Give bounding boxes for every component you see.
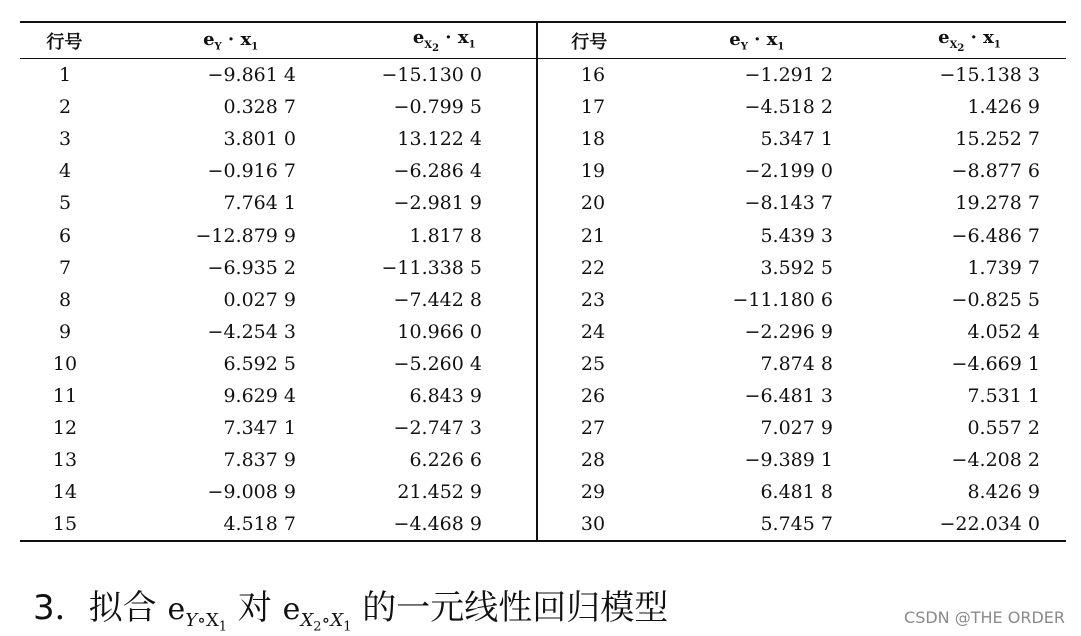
row-number-cell: 6 (58, 224, 72, 247)
row-number-cell: 9 (58, 320, 72, 343)
table-row (20, 91, 536, 123)
header-ex2-x1: $e_{X_2} \cdot x_1$ (412, 27, 476, 54)
row-number-cell: 20 (580, 192, 606, 215)
ey-x1-cell: 7.837 9 (223, 449, 296, 472)
ex2-x1-cell: 19.278 7 (955, 192, 1040, 215)
ex2-x1-cell: −0.825 5 (951, 288, 1040, 311)
formula-e-y-x1: $e_{Y\circ X_1}$ (167, 592, 228, 635)
ex2-x1-cell: −2.747 3 (393, 417, 482, 440)
table-header-right (538, 23, 1066, 59)
table-row (20, 508, 536, 540)
ex2-x1-cell: 8.426 9 (967, 481, 1040, 504)
table-row (20, 476, 536, 508)
ey-x1-cell: −8.143 7 (744, 192, 833, 215)
row-number-cell: 19 (580, 160, 606, 183)
ex2-x1-cell: 4.052 4 (967, 320, 1040, 343)
ex2-x1-cell: 1.739 7 (967, 256, 1040, 279)
ex2-x1-cell: 6.226 6 (409, 449, 482, 472)
table-row (538, 316, 1066, 348)
row-number-cell: 7 (58, 256, 72, 279)
table-row (538, 476, 1066, 508)
ey-x1-cell: −11.180 6 (732, 288, 833, 311)
row-number-cell: 15 (52, 513, 78, 536)
table-row (538, 59, 1066, 91)
ey-x1-cell: 7.764 1 (223, 192, 296, 215)
row-number-cell: 3 (58, 128, 72, 151)
ey-x1-cell: −0.916 7 (207, 160, 296, 183)
header-row-number: 行号 (571, 31, 608, 53)
formula-e-x2-x1: $e_{X_2\circ X_1}$ (282, 592, 352, 635)
ex2-x1-cell: 6.843 9 (409, 384, 482, 407)
ex2-x1-cell: −4.208 2 (951, 449, 1040, 472)
ex2-x1-cell: −6.486 7 (951, 224, 1040, 247)
ey-x1-cell: 5.745 7 (760, 513, 833, 536)
ey-x1-cell: 6.592 5 (223, 352, 296, 375)
table-row (20, 187, 536, 219)
ey-x1-cell: 3.801 0 (223, 128, 296, 151)
ex2-x1-cell: −15.138 3 (939, 64, 1040, 87)
ey-x1-cell: −6.481 3 (744, 384, 833, 407)
ey-x1-cell: 0.027 9 (223, 288, 296, 311)
ey-x1-cell: −9.008 9 (207, 481, 296, 504)
ex2-x1-cell: 21.452 9 (397, 481, 482, 504)
table-row (20, 348, 536, 380)
watermark: CSDN @THE ORDER (904, 608, 1065, 627)
ex2-x1-cell: −11.338 5 (381, 256, 482, 279)
ex2-x1-cell: −22.034 0 (939, 513, 1040, 536)
row-number-cell: 11 (52, 384, 78, 407)
ey-x1-cell: 9.629 4 (223, 384, 296, 407)
row-number-cell: 16 (580, 64, 606, 87)
table-row (538, 219, 1066, 251)
table-row (538, 444, 1066, 476)
ex2-x1-cell: −5.260 4 (393, 352, 482, 375)
table-row (538, 187, 1066, 219)
table-body-right (538, 59, 1066, 540)
ey-x1-cell: −1.291 2 (744, 64, 833, 87)
ey-x1-cell: 6.481 8 (760, 481, 833, 504)
table-row (538, 123, 1066, 155)
ex2-x1-cell: 13.122 4 (397, 128, 482, 151)
ex2-x1-cell: −6.286 4 (393, 160, 482, 183)
table-row (538, 348, 1066, 380)
table-row (20, 155, 536, 187)
table-body-left (20, 59, 536, 540)
ey-x1-cell: −9.861 4 (207, 64, 296, 87)
ex2-x1-cell: 0.557 2 (967, 417, 1040, 440)
ey-x1-cell: 7.874 8 (760, 352, 833, 375)
header-ey-x1: $e_Y \cdot x_1$ (203, 28, 259, 53)
row-number-cell: 23 (580, 288, 606, 311)
table-row (538, 155, 1066, 187)
row-number-cell: 25 (580, 352, 606, 375)
ey-x1-cell: −4.254 3 (207, 320, 296, 343)
ex2-x1-cell: −0.799 5 (393, 96, 482, 119)
table-row (20, 219, 536, 251)
row-number-cell: 27 (580, 417, 606, 440)
ey-x1-cell: −2.296 9 (744, 320, 833, 343)
ex2-x1-cell: 7.531 1 (967, 384, 1040, 407)
ey-x1-cell: −12.879 9 (195, 224, 296, 247)
caption-prefix: 3．拟合 (33, 588, 168, 628)
table-row (538, 91, 1066, 123)
ex2-x1-cell: −7.442 8 (393, 288, 482, 311)
ex2-x1-cell: 15.252 7 (955, 128, 1040, 151)
ey-x1-cell: 5.439 3 (760, 224, 833, 247)
ey-x1-cell: 7.347 1 (223, 417, 296, 440)
ex2-x1-cell: 10.966 0 (397, 320, 482, 343)
table-row (20, 444, 536, 476)
table-row (538, 380, 1066, 412)
table-row (20, 59, 536, 91)
header-ey-x1: $e_Y \cdot x_1$ (729, 28, 785, 53)
row-number-cell: 13 (52, 449, 78, 472)
ex2-x1-cell: −15.130 0 (381, 64, 482, 87)
row-number-cell: 18 (580, 128, 606, 151)
table-row (538, 252, 1066, 284)
row-number-cell: 24 (580, 320, 606, 343)
row-number-cell: 28 (580, 449, 606, 472)
row-number-cell: 26 (580, 384, 606, 407)
row-number-cell: 21 (580, 224, 606, 247)
header-ex2-x1: $e_{X_2} \cdot x_1$ (938, 27, 1001, 54)
table-row (538, 284, 1066, 316)
table-row (20, 284, 536, 316)
row-number-cell: 22 (580, 256, 606, 279)
ey-x1-cell: 7.027 9 (760, 417, 833, 440)
table-row (538, 412, 1066, 444)
ex2-x1-cell: 1.817 8 (409, 224, 482, 247)
table-header-left (20, 23, 536, 59)
ey-x1-cell: −9.389 1 (744, 449, 833, 472)
row-number-cell: 30 (580, 513, 606, 536)
table-row (20, 412, 536, 444)
section-caption (33, 580, 668, 635)
row-number-cell: 5 (58, 192, 72, 215)
ey-x1-cell: −2.199 0 (744, 160, 833, 183)
table-row (20, 316, 536, 348)
ex2-x1-cell: −2.981 9 (393, 192, 482, 215)
row-number-cell: 1 (58, 64, 72, 87)
row-number-cell: 2 (58, 96, 72, 119)
row-number-cell: 29 (580, 481, 606, 504)
table-row (538, 508, 1066, 540)
table-right-half (538, 23, 1066, 540)
row-number-cell: 10 (52, 352, 78, 375)
table-left-half (20, 23, 536, 540)
caption-suffix: 的一元线性回归模型 (362, 588, 669, 628)
ey-x1-cell: −6.935 2 (207, 256, 296, 279)
ex2-x1-cell: −4.669 1 (951, 352, 1040, 375)
ey-x1-cell: −4.518 2 (744, 96, 833, 119)
table-row (20, 123, 536, 155)
ex2-x1-cell: −4.468 9 (393, 513, 482, 536)
ex2-x1-cell: 1.426 9 (967, 96, 1040, 119)
table-row (20, 380, 536, 412)
ey-x1-cell: 0.328 7 (223, 96, 296, 119)
header-row-number: 行号 (46, 31, 83, 53)
caption-mid: 对 (237, 588, 283, 628)
row-number-cell: 17 (580, 96, 606, 119)
ex2-x1-cell: −8.877 6 (951, 160, 1040, 183)
table-row (20, 252, 536, 284)
row-number-cell: 12 (52, 417, 78, 440)
ey-x1-cell: 5.347 1 (760, 128, 833, 151)
residual-table (20, 21, 1066, 542)
row-number-cell: 4 (58, 160, 72, 183)
row-number-cell: 8 (58, 288, 72, 311)
row-number-cell: 14 (52, 481, 78, 504)
ey-x1-cell: 4.518 7 (223, 513, 296, 536)
ey-x1-cell: 3.592 5 (760, 256, 833, 279)
